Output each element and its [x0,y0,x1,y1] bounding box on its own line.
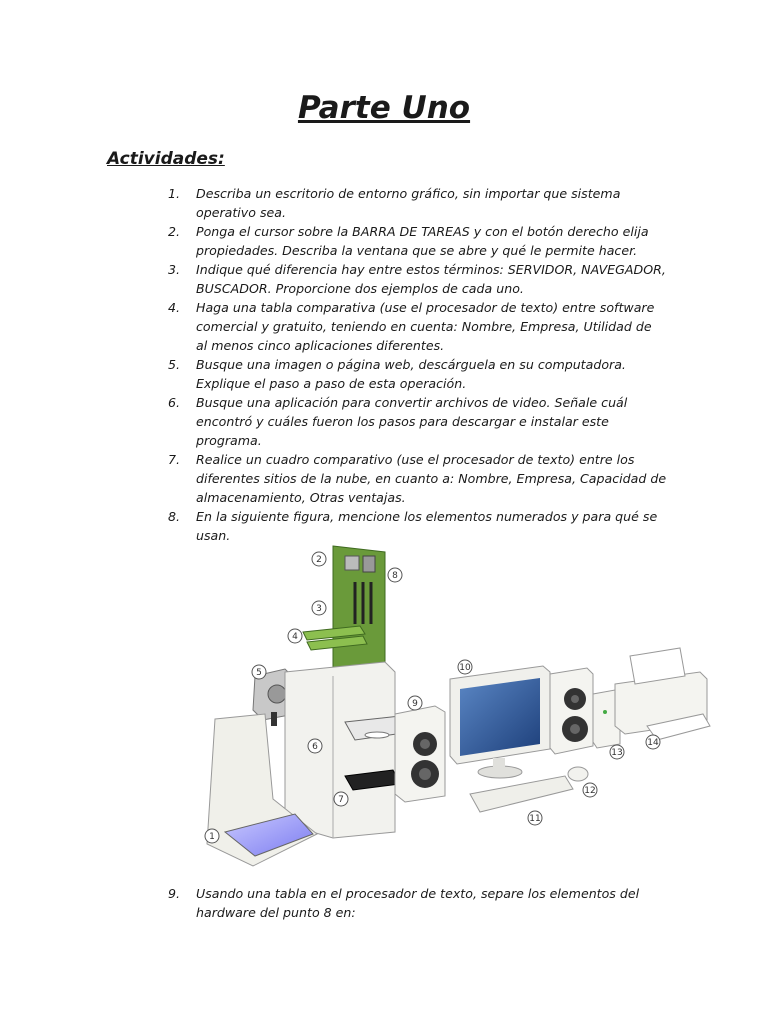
svg-text:6: 6 [312,742,318,752]
item-text-line: propiedades. Describa la ventana que se abre y qué le permite hacer. [196,243,638,258]
item-text [196,450,678,507]
computer-tower [285,662,395,838]
svg-text:13: 13 [611,748,623,758]
item-text [196,507,678,545]
item-text-line: Busque una imagen o página web, descárguela en su computadora. [196,357,626,372]
item-text-line: operativo sea. [196,205,286,220]
processor-chip [345,556,359,570]
svg-text:14: 14 [647,738,659,748]
item-text [196,222,678,260]
activity-list [168,184,678,545]
list-item [168,260,678,298]
item-text-line: al menos cinco aplicaciones diferentes. [196,338,445,353]
item-text [196,260,678,298]
item-text-line: usan. [196,528,231,543]
item-text-line: En la siguiente figura, mencione los elementos numerados y para qué se [196,509,658,524]
mouse [568,767,588,781]
item-text-line: programa. [196,433,262,448]
item-text-line: Busque una aplicación para convertir archivos de video. Señale cuál [196,395,628,410]
section-heading: Actividades: [107,149,225,169]
list-item [168,298,678,355]
list-item [168,507,678,545]
svg-text:9: 9 [412,699,418,709]
svg-text:11: 11 [529,814,541,824]
item-text-line: Usando una tabla en el procesador de texto, separe los elementos del [196,886,640,901]
item-number: 3. [168,262,181,277]
item-text [196,355,678,393]
list-item [168,222,678,260]
item-text-line: encontró y cuáles fueron los pasos para descargar e instalar este [196,414,609,429]
svg-text:10: 10 [459,663,471,673]
list-item [168,184,678,222]
svg-text:3: 3 [316,604,322,614]
item-number: 1. [168,186,181,201]
item-text-line: Realice un cuadro comparativo (use el procesador de texto) entre los [196,452,635,467]
svg-text:4: 4 [292,632,298,642]
svg-text:12: 12 [584,786,596,796]
item-text-line: almacenamiento, Otras ventajas. [196,490,406,505]
list-item [168,393,678,450]
item-number: 9. [168,886,181,901]
item-number: 8. [168,509,181,524]
item-text-line: BUSCADOR. Proporcione dos ejemplos de cada uno. [196,281,524,296]
item-text-line: hardware del punto 8 en: [196,905,356,920]
item-text [196,393,678,450]
list-item [168,355,678,393]
svg-text:7: 7 [338,795,344,805]
item-text [196,298,678,355]
svg-text:8: 8 [392,571,398,581]
list-item [168,884,678,922]
svg-text:5: 5 [256,668,262,678]
item-text-line: diferentes sitios de la nube, en cuanto a: Nombre, Empresa, Capacidad de [196,471,667,486]
svg-text:2: 2 [316,555,322,565]
item-number: 2. [168,224,181,239]
item-number: 6. [168,395,181,410]
item-text-line: comercial y gratuito, teniendo en cuenta: Nombre, Empresa, Utilidad de [196,319,652,334]
item-text-line: Explique el paso a paso de esta operación. [196,376,467,391]
item-text [196,184,678,222]
item-text-line: Describa un escritorio de entorno gráfico, sin importar que sistema [196,186,621,201]
item-text-line: Ponga el cursor sobre la BARRA DE TAREAS y con el botón derecho elija [196,224,649,239]
activity-list-continued [168,884,678,922]
hardware-figure [195,544,720,869]
item-number: 5. [168,357,181,372]
item-number: 4. [168,300,181,315]
item-text-line: Haga una tabla comparativa (use el procesador de texto) entre software [196,300,655,315]
item-number: 7. [168,452,181,467]
svg-text:1: 1 [209,832,215,842]
item-text-line: Indique qué diferencia hay entre estos términos: SERVIDOR, NAVEGADOR, [196,262,666,277]
item-text [196,884,678,922]
list-item [168,450,678,507]
keyboard [470,776,573,812]
page-title: Parte Uno [297,90,471,126]
